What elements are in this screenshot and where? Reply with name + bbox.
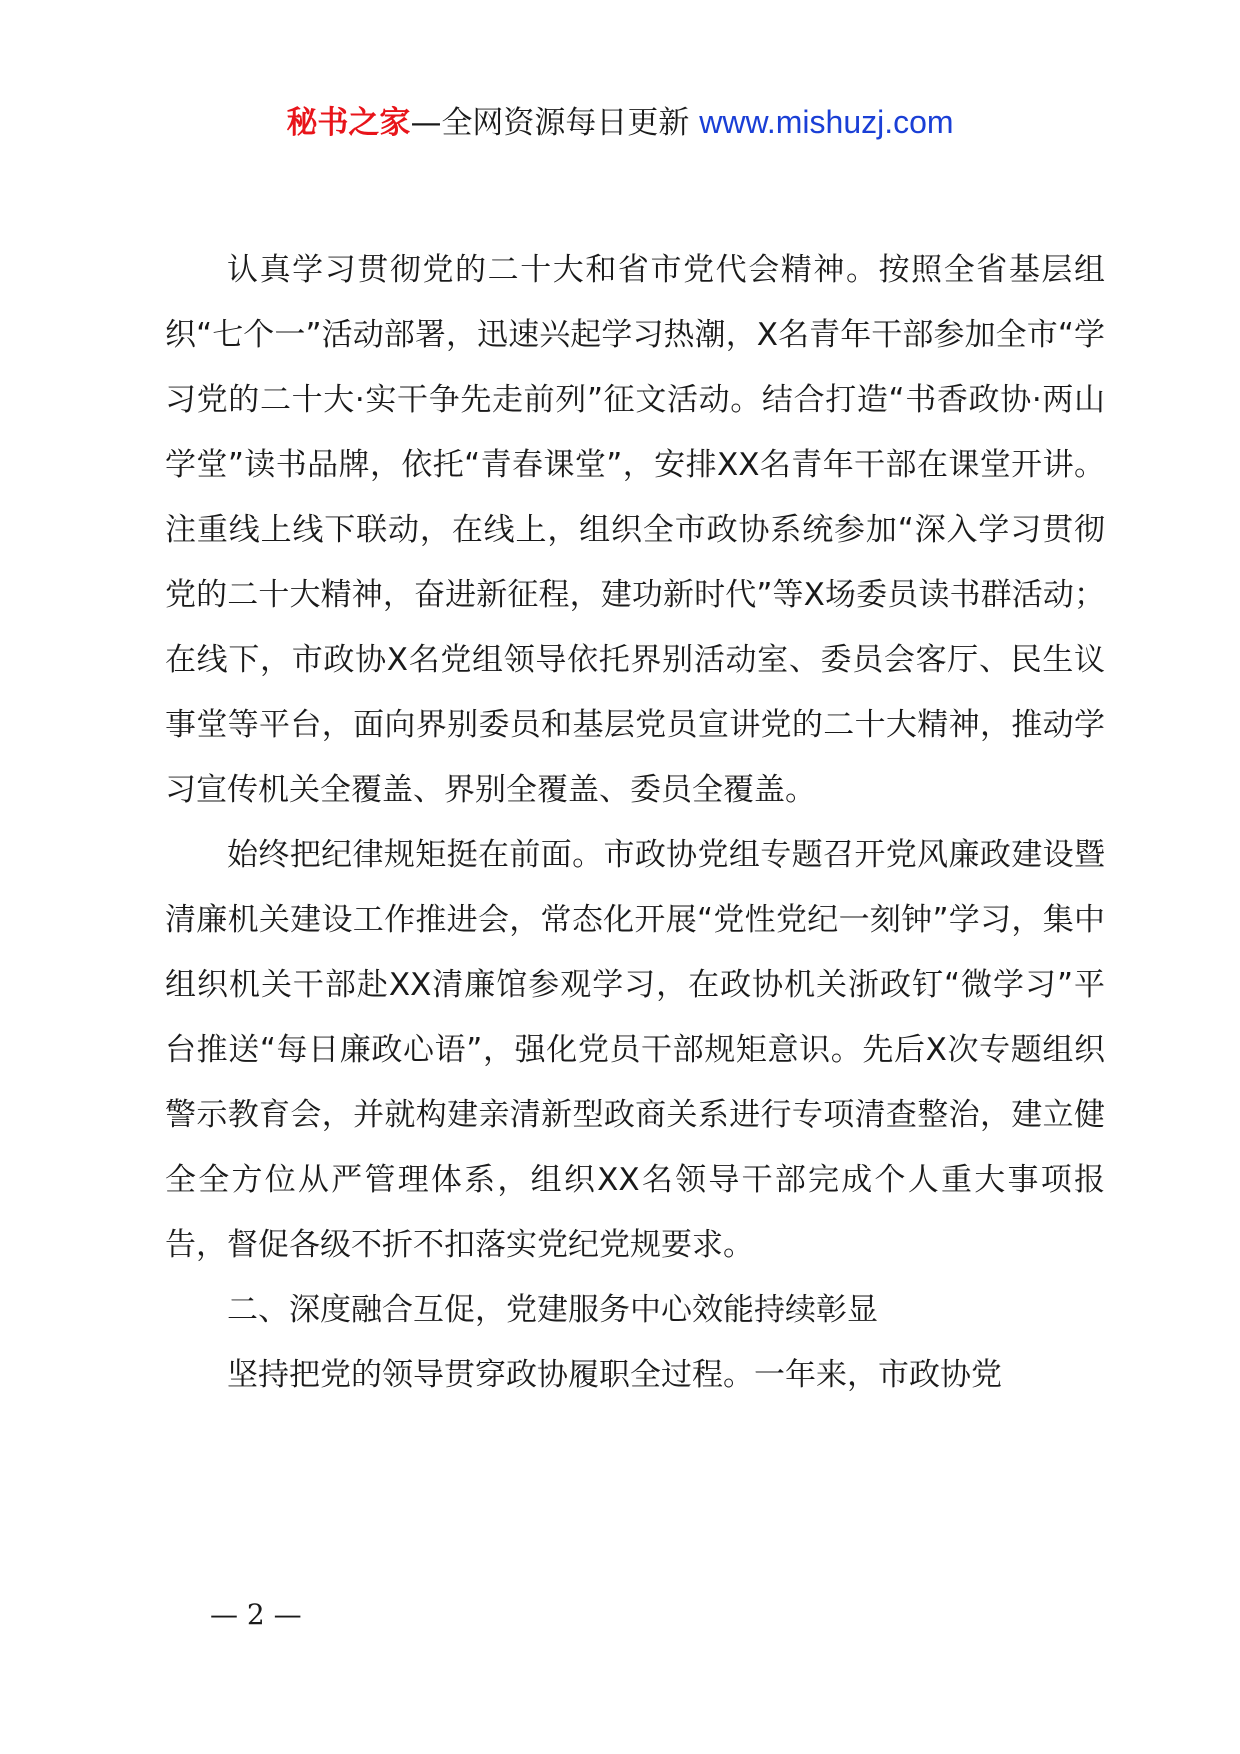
site-url-link[interactable]: www.mishuzj.com xyxy=(699,104,954,140)
brand-name: 秘书之家 xyxy=(286,105,411,141)
paragraph-leadership: 坚持把党的领导贯穿政协履职全过程。一年来，市政协党 xyxy=(227,1357,1002,1393)
paragraph-study: 认真学习贯彻党的二十大和省市党代会精神。按照全省基层组织“七个一”活动部署，迅速兴起学习热潮，X名青年干部参加全市“学习党的二十大·实干争先走前列”征文活动。结合打造“书香政协·两山学堂”读书品牌，依托“青春课堂”，安排XX名青年干部在课堂开讲。注重线上线下联动，在线上，组织全市政协系统参加“深入学习贯彻党的二十大精神，奋进新征程，建功新时代”等X场委员读书群活动；在线下，市政协X名党组领导依托界别活动室、委员会客厅、民生议事堂等平台，面向界别委员和基层党员宣讲党的二十大精神，推动学习宣传机关全覆盖、界别全覆盖、委员全覆盖。 xyxy=(165,252,1105,808)
page-number: — 2 — xyxy=(210,1598,302,1631)
page-header xyxy=(0,100,1240,145)
header-tagline: —全网资源每日更新 xyxy=(410,105,690,141)
document-body xyxy=(165,238,1105,1408)
paragraph-discipline: 始终把纪律规矩挺在前面。市政协党组专题召开党风廉政建设暨清廉机关建设工作推进会，常态化开展“党性党纪一刻钟”学习，集中组织机关干部赴XX清廉馆参观学习，在政协机关浙政钉“微学习”平台推送“每日廉政心语”，强化党员干部规矩意识。先后X次专题组织警示教育会，并就构建亲清新型政商关系进行专项清查整治，建立健全全方位从严管理体系，组织XX名领导干部完成个人重大事项报告，督促各级不折不扣落实党纪党规要求。 xyxy=(165,837,1105,1263)
section-heading: 二、深度融合互促，党建服务中心效能持续彰显 xyxy=(227,1292,878,1328)
